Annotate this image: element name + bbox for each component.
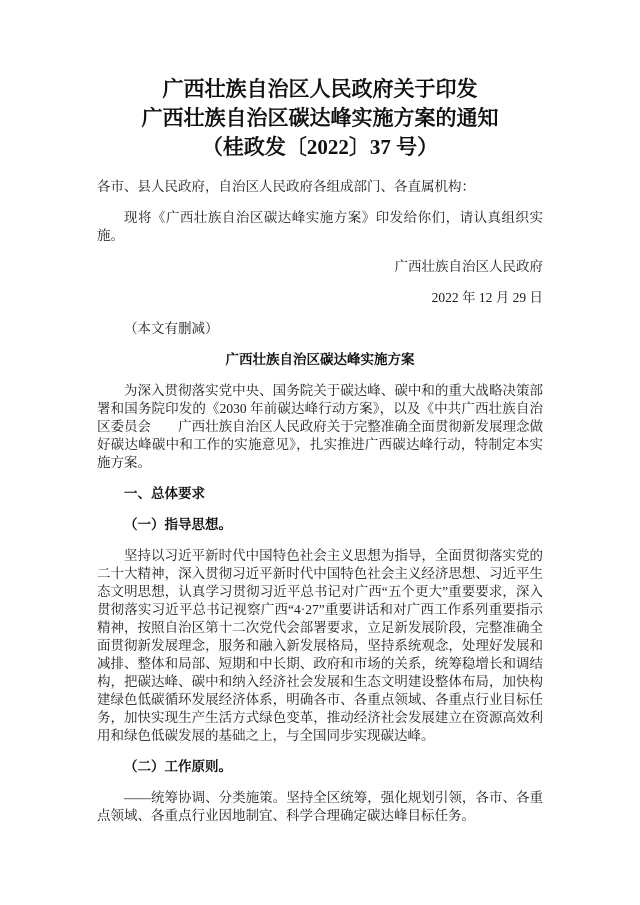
document-title-line-2: 广西壮族自治区碳达峰实施方案的通知 bbox=[141, 106, 499, 130]
section-1-1-heading: （一）指导思想。 bbox=[124, 517, 232, 532]
plan-title: 广西壮族自治区碳达峰实施方案 bbox=[225, 352, 415, 367]
notice-body: 现将《广西壮族自治区碳达峰实施方案》印发给你们，请认真组织实施。 bbox=[97, 210, 543, 243]
section-1-1-paragraph: 坚持以习近平新时代中国特色社会主义思想为指导，全面贯彻落实党的二十大精神，深入贯彻习近平新时代中国特色社会主义经济思想、习近平生态文明思想，认真学习贯彻习近平总书记对广西“五个更大”重要要求，深入贯彻落实习近平总书记视察广西“4·27”重要讲话和对广西工作系列重要指示精神，按照自治区第十二次党代会部署要求，立足新发展阶段，完整准确全面贯彻新发展理念，服务和融入新发展格局，坚持系统观念，处理好发展和减排、整体和局部、短期和中长期、政府和市场的关系，统筹稳增长和调结构，把碳达峰、碳中和纳入经济社会发展和生态文明建设整体布局，加快构建绿色低碳循环发展经济体系，明确各市、各重点领域、各重点行业目标任务，加快实现生产生活方式绿色变革，推动经济社会发展建立在资源高效利用和绿色低碳发展的基础之上，与全国同步实现碳达峰。 bbox=[97, 548, 543, 743]
document-title bbox=[97, 75, 543, 162]
section-1-2-heading: （二）工作原则。 bbox=[124, 759, 232, 774]
document-title-line-1: 广西壮族自治区人民政府关于印发 bbox=[162, 77, 478, 101]
notice-date: 2022 年 12 月 29 日 bbox=[431, 290, 543, 305]
section-1-heading: 一、总体要求 bbox=[124, 486, 205, 501]
notice-signer: 广西壮族自治区人民政府 bbox=[394, 259, 543, 274]
section-1-2-paragraph: ——统筹协调、分类施策。坚持全区统筹，强化规划引领，各市、各重点领域、各重点行业因地制宜、科学合理确定碳达峰目标任务。 bbox=[97, 790, 543, 823]
plan-intro-paragraph: 为深入贯彻落实党中央、国务院关于碳达峰、碳中和的重大战略决策部署和国务院印发的《2030 年前碳达峰行动方案》，以及《中共广西壮族自治区委员会 广西壮族自治区人民政府关于完整准确全面贯彻新发展理念做好碳达峰碳中和工作的实施意见》，扎实推进广西碳达峰行动，特制定本实施方案。 bbox=[97, 383, 543, 470]
document-title-line-3: （桂政发〔2022〕37 号） bbox=[201, 135, 439, 159]
notice-salutation: 各市、县人民政府，自治区人民政府各组成部门、各直属机构： bbox=[97, 179, 475, 194]
redaction-note: （本文有删减） bbox=[124, 321, 219, 336]
